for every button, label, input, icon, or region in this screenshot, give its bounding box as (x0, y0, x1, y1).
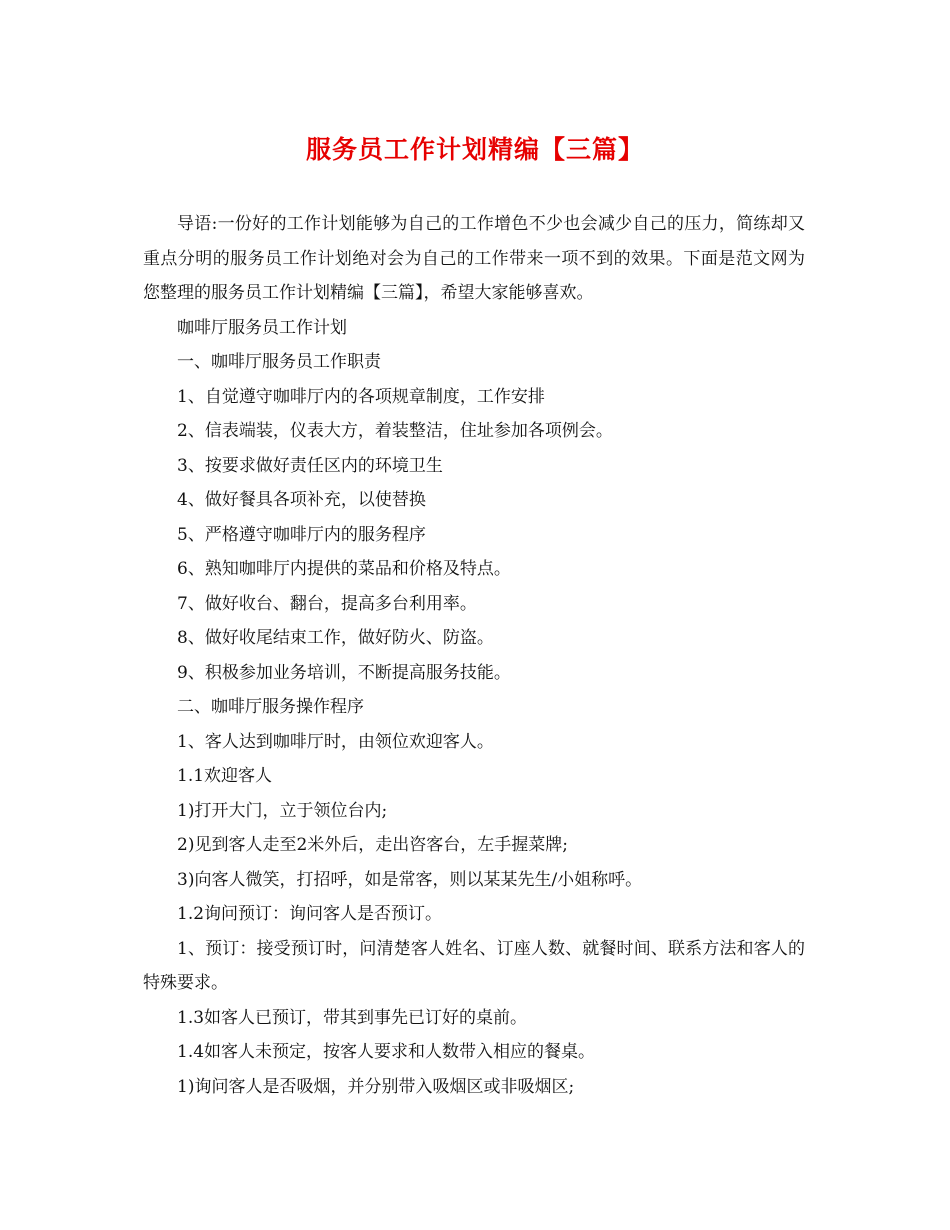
list-item: 3、按要求做好责任区内的环境卫生 (177, 455, 443, 476)
list-item: 4、做好餐具各项补充，以使替换 (177, 490, 426, 510)
list-item: 1、客人达到咖啡厅时，由领位欢迎客人。 (177, 731, 494, 752)
list-item: 1.2询问预订：询问客人是否预订。 (177, 904, 443, 924)
list-item: 1.4如客人未预定，按客人要求和人数带入相应的餐桌。 (177, 1042, 596, 1062)
intro-paragraph: 导语:一份好的工作计划能够为自己的工作增色不少也会减少自己的压力，简练却又重点分明的服务员工作计划绝对会为自己的工作带来一项不到的效果。下面是范文网为您整理的服务员工作计划精编【三篇】，希望大家能够喜欢。 (143, 214, 805, 303)
subsection-heading: 一、咖啡厅服务员工作职责 (177, 352, 381, 372)
list-item: 1.3如客人已预订，带其到事先已订好的桌前。 (177, 1007, 528, 1028)
list-item: 2)见到客人走至2米外后，走出咨客台，左手握菜牌; (177, 835, 568, 855)
list-item: 8、做好收尾结束工作，做好防火、防盗。 (177, 628, 494, 648)
list-item: 1、自觉遵守咖啡厅内的各项规章制度，工作安排 (177, 386, 545, 407)
list-item: 7、做好收台、翻台，提高多台利用率。 (177, 593, 477, 614)
subsection-heading: 二、咖啡厅服务操作程序 (177, 697, 364, 717)
list-item: 3)向客人微笑，打招呼，如是常客，则以某某先生/小姐称呼。 (177, 869, 643, 890)
list-item: 1)询问客人是否吸烟，并分别带入吸烟区或非吸烟区; (177, 1076, 575, 1097)
list-item: 1)打开大门，立于领位台内; (177, 800, 388, 821)
list-item: 9、积极参加业务培训，不断提高服务技能。 (177, 662, 511, 683)
list-item: 2、信表端装，仪表大方，着装整洁，住址参加各项例会。 (177, 421, 613, 441)
list-item: 6、熟知咖啡厅内提供的菜品和价格及特点。 (177, 559, 511, 579)
list-item: 5、严格遵守咖啡厅内的服务程序 (177, 524, 426, 545)
document-title: 服务员工作计划精编【三篇】 (305, 135, 644, 164)
section-heading: 咖啡厅服务员工作计划 (177, 317, 347, 338)
list-item: 1、预订：接受预订时，问清楚客人姓名、订座人数、就餐时间、联系方法和客人的特殊要求。 (143, 938, 805, 993)
document-body (143, 207, 805, 1104)
list-item: 1.1欢迎客人 (177, 766, 273, 786)
